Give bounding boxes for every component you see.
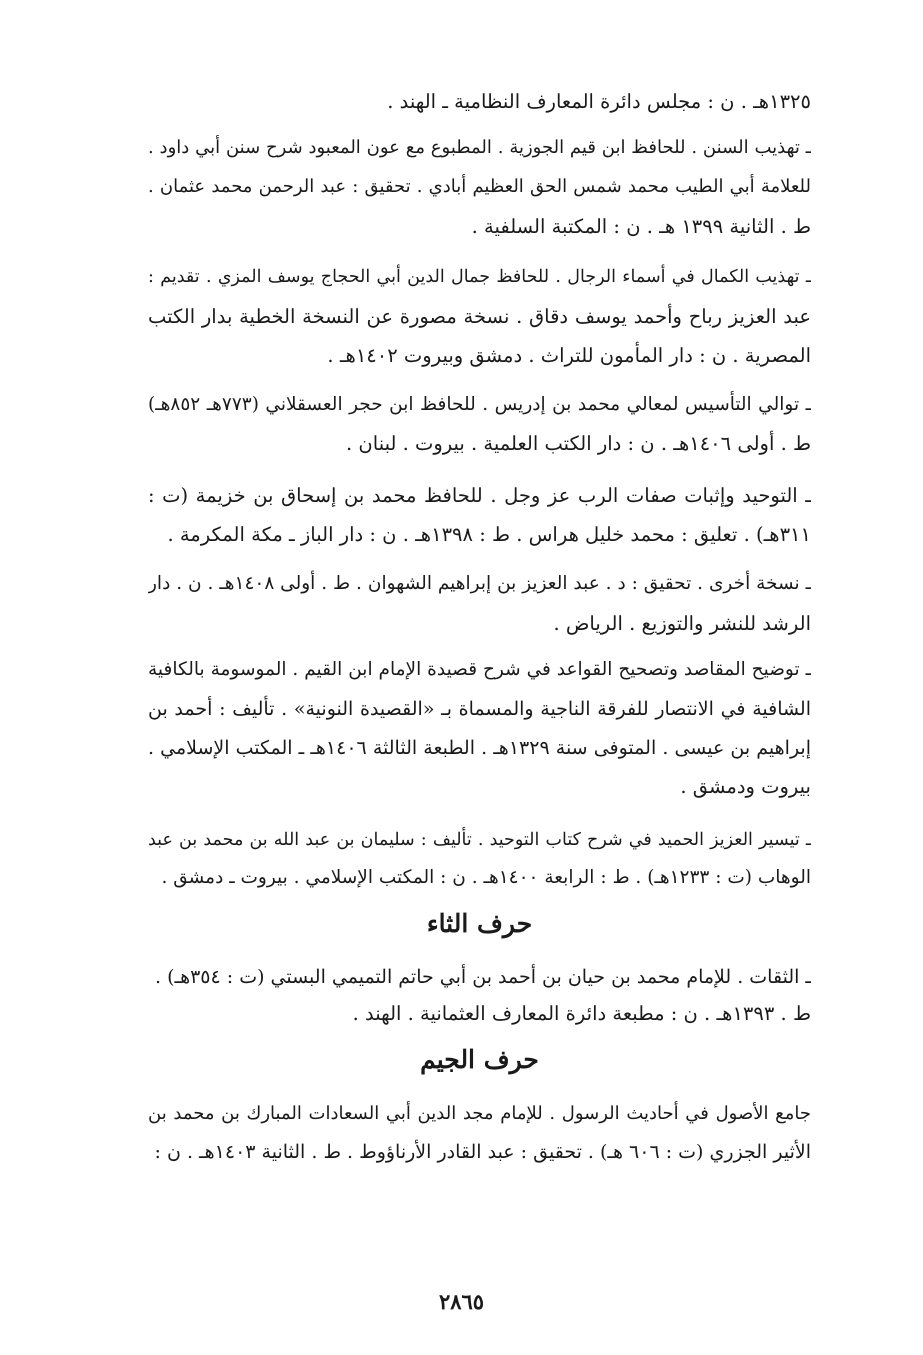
entry-jami-usul-line: جامع الأصول في أحاديث الرسول . للإمام مجد الدين أبي السعادات المبارك بن محمد بن [148, 1103, 811, 1124]
entry-thiqat-line: ط . ١٣٩٣هـ . ن : مطبعة دائرة المعارف العثمانية . الهند . [352, 1002, 811, 1025]
entry-tawdih-maqasid-line: ـ توضيح المقاصد وتصحيح القواعد في شرح قصيدة الإمام ابن القيم . الموسومة بالكافية [148, 659, 811, 680]
entry-continuation-line: ١٣٢٥هـ . ن : مجلس دائرة المعارف النظامية ـ الهند . [387, 90, 811, 113]
entry-taysir-aziz-line: الوهاب (ت : ١٢٣٣هـ) . ط : الرابعة ١٤٠٠هـ . ن : المكتب الإسلامي . بيروت ـ دمشق . [161, 867, 811, 888]
entry-other-copy-line: ـ نسخة أخرى . تحقيق : د . عبد العزيز بن إبراهيم الشهوان . ط . أولى ١٤٠٨هـ . ن . دار [148, 573, 811, 594]
page-number: ٢٨٦٥ [438, 1289, 485, 1314]
entry-tawali-tasis-line: ط . أولى ١٤٠٦هـ . ن : دار الكتب العلمية . بيروت . لبنان . [346, 432, 811, 455]
entry-taysir-aziz-line: ـ تيسير العزيز الحميد في شرح كتاب التوحيد . تأليف : سليمان بن عبد الله بن محمد بن عبد [148, 830, 811, 850]
entry-tahdhib-kamal-line: ـ تهذيب الكمال في أسماء الرجال . للحافظ جمال الدين أبي الحجاج يوسف المزي . تقديم : [148, 267, 811, 287]
entry-tawdih-maqasid-line: إبراهيم بن عيسى . المتوفى سنة ١٣٢٩هـ . الطبعة الثالثة ١٤٠٦هـ ـ المكتب الإسلامي . [148, 737, 811, 759]
entry-tawali-tasis-line: ـ توالي التأسيس لمعالي محمد بن إدريس . للحافظ ابن حجر العسقلاني (٧٧٣هـ ٨٥٢هـ) [148, 394, 811, 415]
section-heading-tha: حرف الثاء [426, 909, 533, 938]
entry-tawhid-line: ٣١١هـ) . تعليق : محمد خليل هراس . ط : ١٣٩٨هـ . ن : دار الباز ـ مكة المكرمة . [167, 523, 811, 546]
entry-tahdhib-kamal-line: عبد العزيز رباح وأحمد يوسف دقاق . نسخة مصورة عن النسخة الخطية بدار الكتب [148, 305, 811, 328]
entry-tawhid-line: ـ التوحيد وإثبات صفات الرب عز وجل . للحافظ محمد بن إسحاق بن خزيمة (ت : [148, 484, 811, 507]
entry-other-copy-line: الرشد للنشر والتوزيع . الرياض . [553, 612, 811, 635]
entry-tahdhib-sunan-line: ط . الثانية ١٣٩٩ هـ . ن : المكتبة السلفية . [471, 215, 811, 238]
entry-tahdhib-sunan-line: للعلامة أبي الطيب محمد شمس الحق العظيم أبادي . تحقيق : عبد الرحمن محمد عثمان . [148, 176, 811, 197]
entry-tawdih-maqasid-line: الشافية في الانتصار للفرقة الناجية والمسماة بـ «القصيدة النونية» . تأليف : أحمد بن [148, 698, 811, 720]
entry-tawdih-maqasid-line: بيروت ودمشق . [680, 775, 811, 798]
entry-tahdhib-sunan-line: ـ تهذيب السنن . للحافظ ابن قيم الجوزية . المطبوع مع عون المعبود شرح سنن أبي داود . [148, 137, 811, 158]
entry-tahdhib-kamal-line: المصرية . ن : دار المأمون للتراث . دمشق وبيروت ١٤٠٢هـ . [327, 344, 811, 367]
entry-jami-usul-line: الأثير الجزري (ت : ٦٠٦ هـ) . تحقيق : عبد القادر الأرناؤوط . ط . الثانية ١٤٠٣هـ . ن : [154, 1141, 811, 1163]
entry-thiqat-line: ـ الثقات . للإمام محمد بن حيان بن أحمد بن أبي حاتم التميمي البستي (ت : ٣٥٤هـ) . [155, 966, 811, 988]
section-heading-jim: حرف الجيم [420, 1045, 539, 1074]
